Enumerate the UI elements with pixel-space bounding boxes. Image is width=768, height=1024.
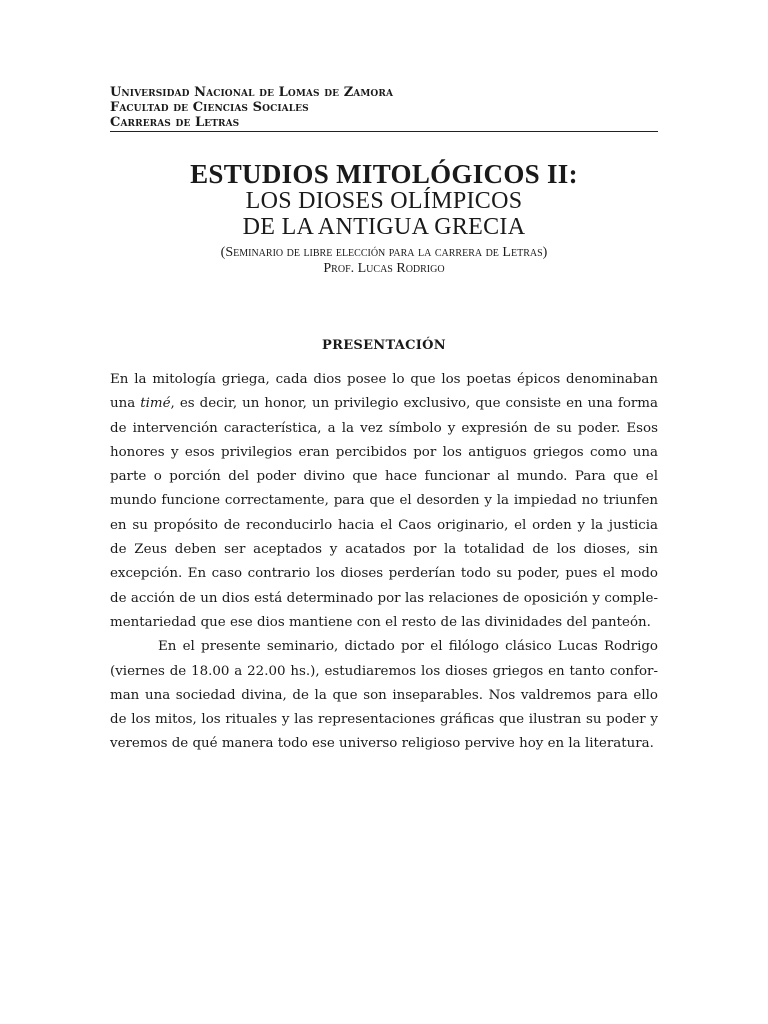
seminar-note: (Seminario de libre elección para la carrera de Letras): [220, 245, 548, 260]
paragraph-1-start: En la mitología griega, cada dios posee lo que los poetas épicos denominaban una: [110, 372, 658, 412]
body-text: [110, 368, 658, 757]
document-title: ESTUDIOS MITOLÓGICOS II:: [190, 159, 578, 189]
paragraph-1-rest: , es decir, un honor, un privilegio exclusivo, que consiste en una forma de intervención característica, a la vez símbolo y expresión de su poder. Esos honores y esos privilegios eran percibidos por los antiguos griegos como una parte o porción del poder divino que hace funcionar al mundo. Para que el mundo funcione correctamente, para que el desorden y la impiedad no triunfen en su propósito de reconducirlo hacia el Caos originario, el orden y la justicia de Zeus deben ser aceptados y acatados por la totalidad de los dioses, sin excepción. En caso contrario los dioses perderían todo su poder, pues el modo de acción de un dios está determinado por las relaciones de oposición y complementariedad que ese dios mantiene con el resto de las divinidades del panteón.: [110, 396, 658, 630]
paragraph-1: [110, 368, 658, 635]
paragraph-2: En el presente seminario, dictado por el filólogo clásico Lucas Rodrigo (viernes de 18.00 a 22.00 hs.), estudiaremos los dioses griegos en tanto conforman una sociedad divina, de la que son inseparables. Nos valdremos para ello de los mitos, los rituales y las representaciones gráficas que ilustran su poder y veremos de qué manera todo ese universo religioso pervive hoy en la literatura.: [110, 639, 658, 752]
section-heading: PRESENTACIÓN: [322, 338, 446, 353]
document-subtitle-line-2: DE LA ANTIGUA GRECIA: [242, 214, 526, 240]
title-block: [110, 160, 658, 277]
document-subtitle-line-1: LOS DIOSES OLÍMPICOS: [245, 188, 523, 214]
university-name: Universidad Nacional de Lomas de Zamora: [110, 85, 394, 100]
career-name: Carreras de Letras: [110, 115, 240, 130]
institution-header: [110, 85, 658, 132]
author-name: Prof. Lucas Rodrigo: [323, 261, 445, 276]
faculty-name: Facultad de Ciencias Sociales: [110, 100, 309, 115]
term-time: timé: [140, 396, 171, 412]
